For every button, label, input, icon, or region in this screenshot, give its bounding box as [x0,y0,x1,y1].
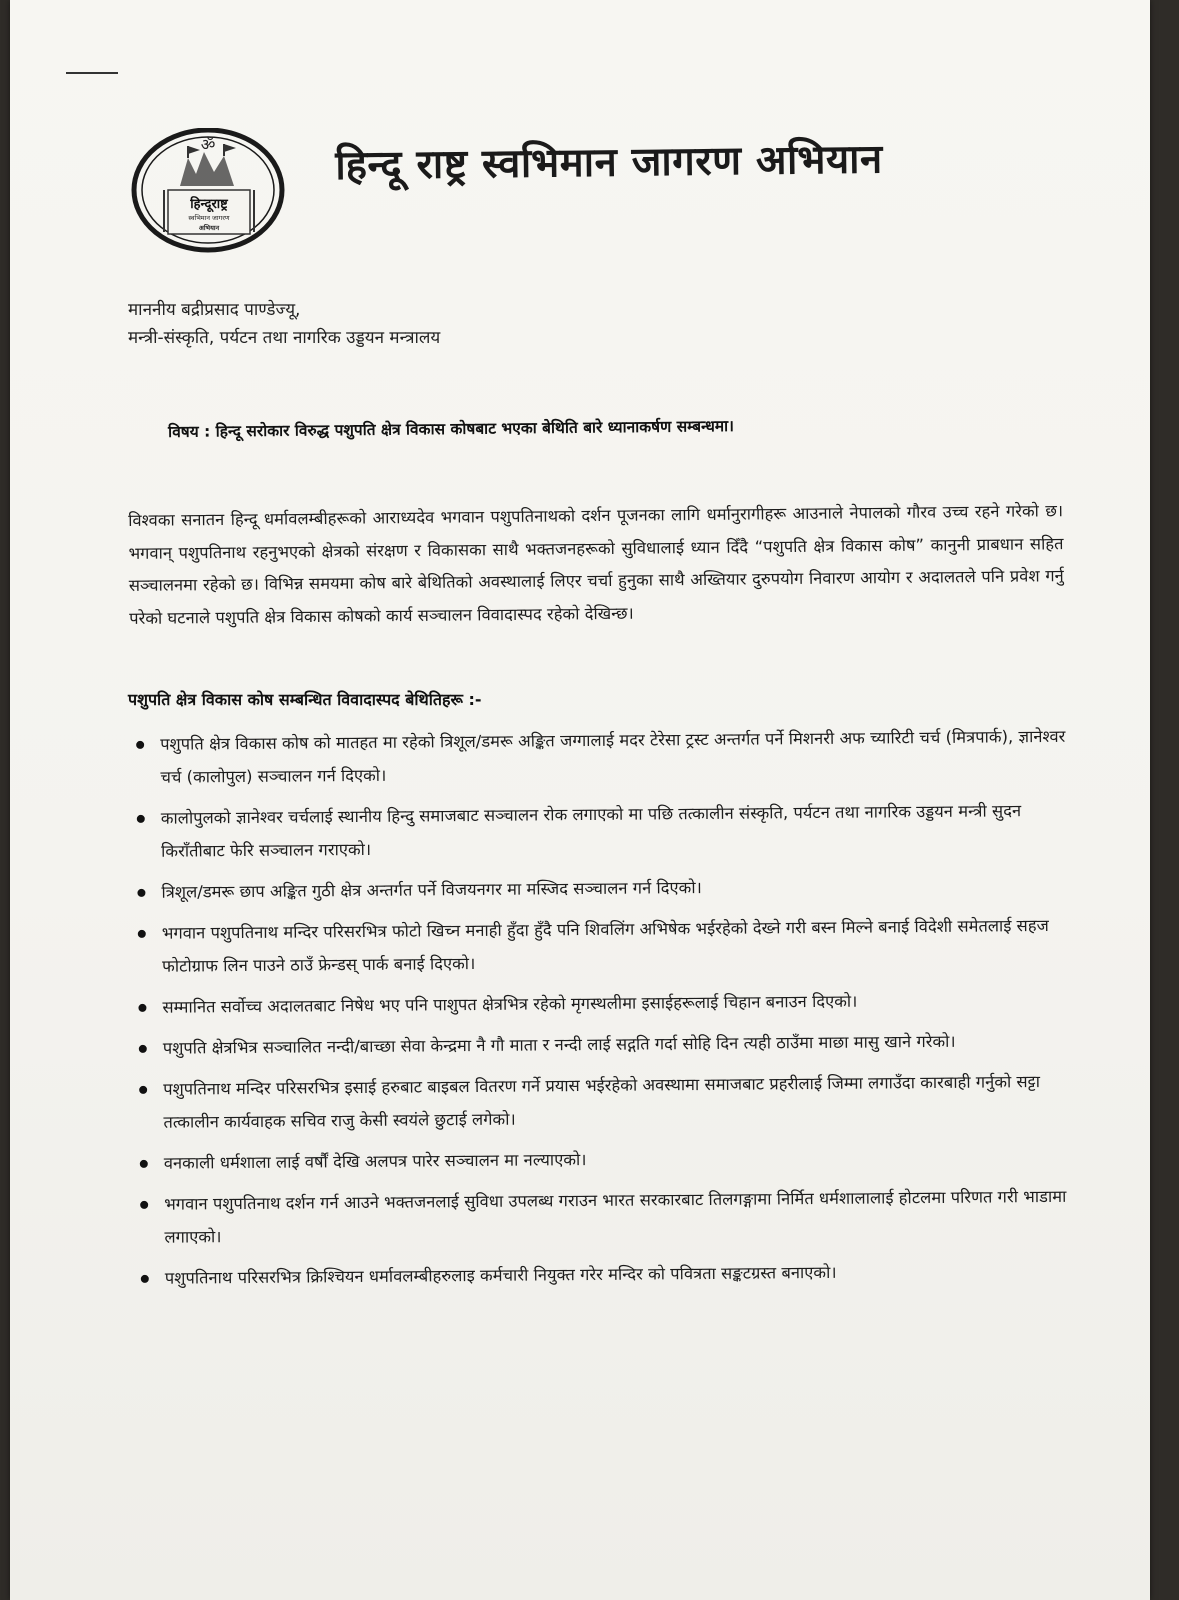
bullet-icon [137,815,145,823]
list-item-text: सम्मानित सर्वोच्च अदालतबाट निषेध भए पनि पाशुपत क्षेत्रभित्र रहेको मृगस्थलीमा इसाईहरूलाई चिहान बनाउन दिएको। [162,991,858,1017]
list-item-text: पशुपति क्षेत्र विकास कोष को मातहत मा रहेको त्रिशूल/डमरू अङ्कित जग्गालाई मदर टेरेसा ट्रस्ट अन्तर्गत पर्ने मिशनरी अफ च्यारिटी चर्च (मित्रपार्क), ज्ञानेश्वर चर्च (कालोपुल) सञ्चालन गर्न दिएको। [160,726,1066,787]
list-item-text: कालोपुलको ज्ञानेश्वर चर्चलाई स्थानीय हिन्दु समाजबाट सञ्चालन रोक लगाएको मा पछि तत्कालीन संस्कृति, पर्यटन तथा नागरिक उड्डयन मन्त्री सुदन किराँतीबाट फेरि सञ्चालन गराएको। [160,801,1022,861]
list-item [131,794,1072,868]
section-heading: पशुपति क्षेत्र विकास कोष सम्बन्धित विवादास्पद बेथितिहरू :- [128,690,482,709]
margin-mark [66,72,118,74]
list-item-text: वनकाली धर्मशाला लाई वर्षौं देखि अलपत्र पारेर सञ्चालन मा नल्याएको। [163,1150,587,1173]
list-item [130,720,1071,794]
recipient-name: माननीय बद्रीप्रसाद पाण्डेज्यू, [128,300,301,320]
list-item [134,1139,1074,1180]
bullet-icon [136,741,144,749]
subject-line: विषय : हिन्दू सरोकार विरुद्ध पशुपति क्षेत्र विकास कोषबाट भएका बेथिति बारे ध्यानाकर्षण सम्बन्धमा। [168,417,735,441]
organization-logo [130,128,290,254]
list-item-text: पशुपतिनाथ मन्दिर परिसरभित्र इसाई हरुबाट बाइबल वितरण गर्ने प्रयास भईरहेको अवस्थामा समाजबाट प्रहरीलाई जिम्मा लगाउँदा कारबाही गर्नुको सट्टा तत्कालीन कार्यवाहक सचिव राजु केसी स्वयंले छुटाई लगेको। [163,1072,1041,1132]
bullet-icon [140,1160,148,1168]
bullet-icon [138,930,146,938]
list-item [134,1180,1075,1254]
bullet-icon [139,1086,147,1094]
list-item [133,1065,1074,1139]
bullet-icon [140,1201,148,1209]
intro-paragraph: विश्वका सनातन हिन्दू धर्मावलम्बीहरूको आराध्यदेव भगवान पशुपतिनाथको दर्शन पूजनका लागि धर्मानुरागीहरू आउनाले नेपालको गौरव उच्च रहने गरेको छ। भगवान् पशुपतिनाथ रहनुभएको क्षेत्रको संरक्षण र विकासका साथै भक्तजनहरूको सुविधालाई ध्यान दिँदै “पशुपति क्षेत्र विकास कोष” कानुनी प्राबधान सहित सञ्चालनमा रहेको छ। विभिन्न समयमा कोष बारे बेथितिको अवस्थालाई लिएर चर्चा हुनुका साथै अख्तियार दुरुपयोग निवारण आयोग र अदालतले पनि प्रवेश गर्नु परेको घटनाले पशुपति क्षेत्र विकास कोषको कार्य सञ्चालन विवादास्पद रहेको देखिन्छ। [128,501,1064,628]
bullet-icon [141,1275,149,1283]
list-item-text: भगवान पशुपतिनाथ मन्दिर परिसरभित्र फोटो खिच्न मनाही हुँदा हुँदै पनि शिवलिंग अभिषेक भईरहेको देख्ने गरी बस्न मिल्ने बनाई विदेशी समेतलाई सहज फोटोग्राफ लिन पाउने ठाउँ फ्रेन्डस् पार्क बनाई दिएको। [161,915,1049,976]
list-item [132,983,1072,1024]
logo-text-line-1: हिन्दूराष्ट्र [190,197,228,212]
recipient-designation: मन्त्री-संस्कृति, पर्यटन तथा नागरिक उड्डयन मन्त्रालय [128,328,441,348]
list-item [131,868,1071,909]
logo-text-line-3: अभियान [198,224,220,232]
bullet-icon [137,889,145,897]
svg-text:ॐ: ॐ [200,135,216,154]
bullet-icon [138,1004,146,1012]
letterhead-title: हिन्दू राष्ट्र स्वभिमान जागरण अभियान [335,136,883,189]
issues-list [130,720,1075,1303]
letter-page [10,0,1150,1600]
bullet-icon [139,1045,147,1053]
list-item-text: त्रिशूल/डमरू छाप अङ्कित गुठी क्षेत्र अन्तर्गत पर्ने विजयनगर मा मस्जिद सञ्चालन गर्न दिएको। [161,878,702,902]
list-item-text: पशुपति क्षेत्रभित्र सञ्चालित नन्दी/बाच्छा सेवा केन्द्रमा नै गौ माता र नन्दी लाई सद्गति गर्दा सोहि दिन त्यही ठाउँमा माछा मासु खाने गरेको। [162,1031,956,1058]
list-item-text: भगवान पशुपतिनाथ दर्शन गर्न आउने भक्तजनलाई सुविधा उपलब्ध गराउन भारत सरकारबाट तिलगङ्गामा निर्मित धर्मशालालाई होटलमा परिणत गरी भाडामा लगाएको। [164,1186,1067,1247]
logo-text-line-2: स्वभिमान जागरण [188,214,230,222]
list-item-text: पशुपतिनाथ परिसरभित्र क्रिश्चियन धर्मावलम्बीहरुलाइ कर्मचारी नियुक्त गरेर मन्दिर को पवित्रता सङ्कटग्रस्त बनाएको। [164,1262,837,1288]
list-item [133,1024,1073,1065]
list-item [132,909,1073,983]
list-item [135,1254,1075,1295]
